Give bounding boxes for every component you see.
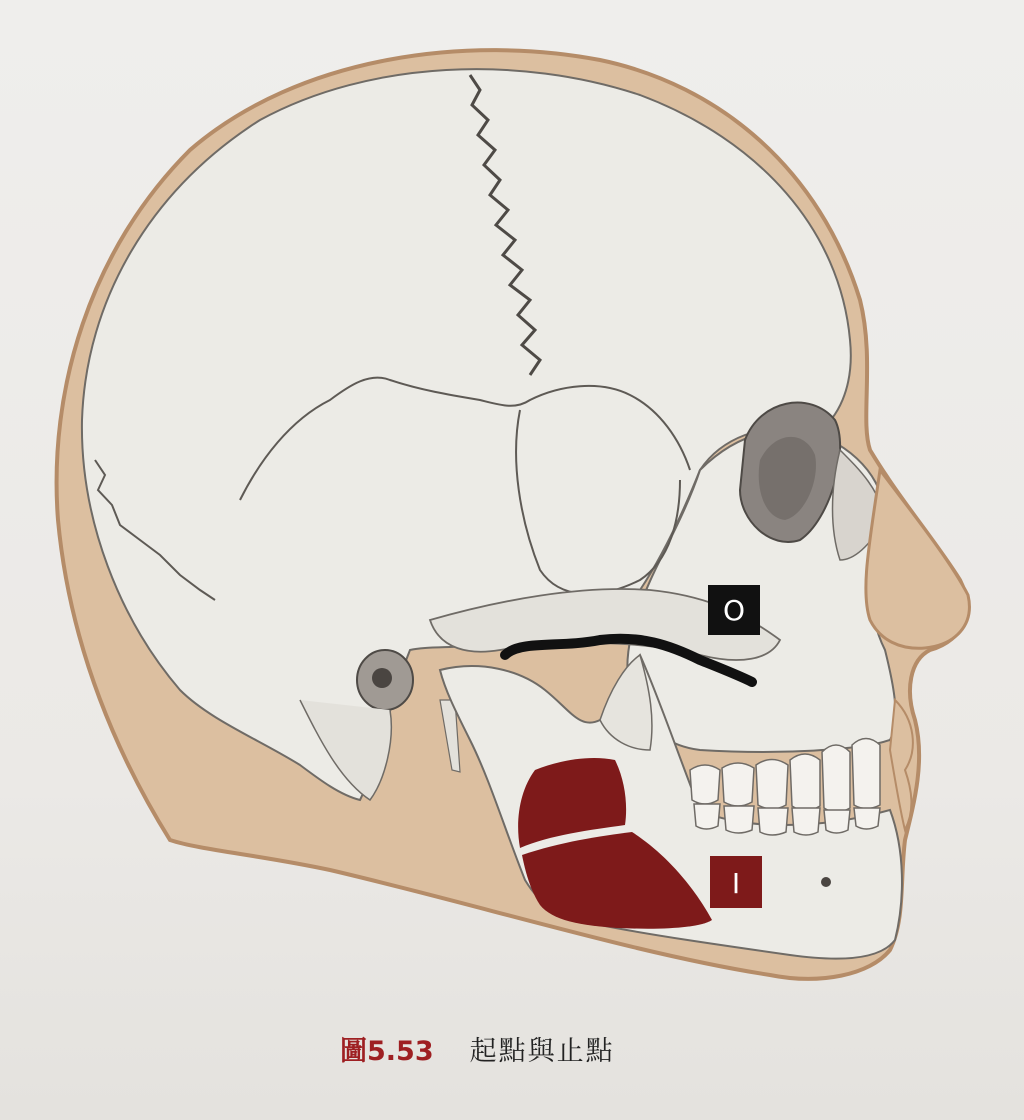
mental-foramen <box>821 877 831 887</box>
insertion-marker <box>710 856 762 908</box>
ear-canal-inner <box>372 668 392 688</box>
origin-marker <box>708 585 760 635</box>
figure-caption <box>340 1028 615 1068</box>
origin-marker-label: O <box>722 594 746 627</box>
figure-title: 起點與止點 <box>469 1035 615 1067</box>
insertion-marker-label: I <box>731 867 741 900</box>
nose <box>866 470 970 648</box>
figure-number: 圖5.53 <box>340 1035 434 1067</box>
